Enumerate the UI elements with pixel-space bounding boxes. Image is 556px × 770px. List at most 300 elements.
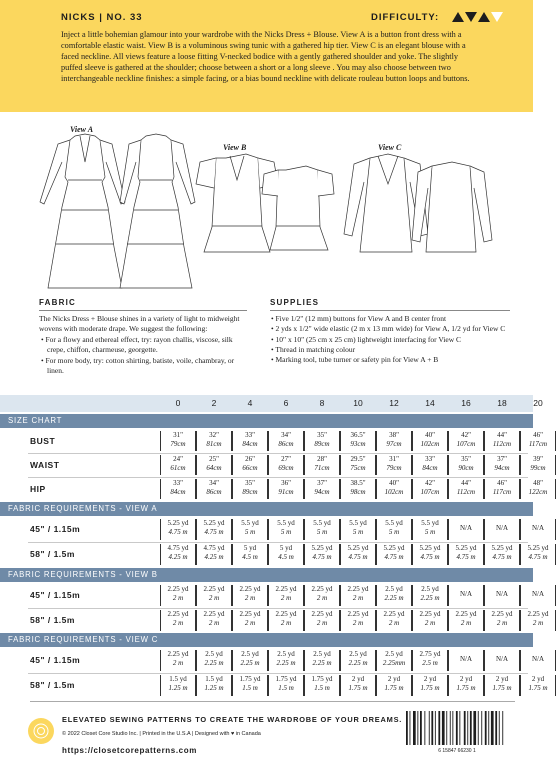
table-cell [160,675,196,696]
difficulty-icon [452,12,512,23]
table-cell [268,544,304,565]
cell-metric-value: 2.25 m [312,659,332,667]
table-cell [268,675,304,696]
row-divider [28,477,528,478]
cell-metric-value: 2 m [532,619,544,627]
cell-metric-value: 1.75 m [420,684,440,692]
barcode-bar [478,711,479,745]
size-number: 18 [497,398,507,408]
row-label: 58" / 1.5m [30,680,75,690]
cell-value: 5.5 yd [241,519,259,527]
cell-value: 2.5 yd [205,650,223,658]
cell-value: N/A [531,590,545,598]
cell-value: N/A [495,524,509,532]
section-band [0,414,533,428]
cell-metric-value: 98cm [350,488,366,496]
cell-metric-value: 2 m [496,619,508,627]
cell-metric-value: 1.75 m [348,684,368,692]
cell-metric-value: 107cm [456,440,476,448]
cell-value: 2.5 yd [385,650,403,658]
cell-metric-value: 122cm [528,488,548,496]
header-banner [0,0,533,122]
cell-metric-value: 99cm [530,464,546,472]
size-number-row [0,395,543,412]
cell-metric-value: 94cm [314,488,330,496]
table-cell [484,544,520,565]
table-cell [304,455,340,475]
barcode-bar [495,711,497,745]
cell-metric-value: 112cm [456,488,476,496]
footer-divider [30,701,515,702]
cell-metric-value: 2.25mm [382,659,406,667]
cell-value: 44" [461,479,471,487]
table-cell [232,650,268,671]
cell-metric-value: 2 m [244,619,256,627]
cell-value: 46" [533,431,543,439]
view-a-label: View A [70,125,94,134]
cell-value: 2.25 yd [347,610,369,618]
size-number: 12 [389,398,399,408]
table-cell [304,585,340,606]
cell-metric-value: 93cm [350,440,366,448]
cell-metric-value: 5 m [424,528,436,536]
cell-value: 5.25 yd [527,544,549,552]
table-cell [340,675,376,696]
table-cell [520,431,556,451]
row-label: 45" / 1.15m [30,524,81,534]
cell-value: 2.25 yd [311,585,333,593]
cell-value: 33" [245,431,255,439]
cell-metric-value: 4.25 m [204,553,224,561]
barcode-bar [429,711,430,745]
cell-value: 2.25 yd [203,610,225,618]
barcode [402,711,512,753]
size-number: 10 [353,398,363,408]
size-number: 2 [211,398,217,408]
table-cell [412,544,448,565]
table-cell [304,544,340,565]
table-cell [448,455,484,475]
cell-metric-value: 2 m [352,594,364,602]
barcode-bar [502,711,503,745]
cell-value: 2.25 yd [383,610,405,618]
supplies-rule [270,310,510,311]
barcode-bar [442,711,445,745]
table-cell [484,431,520,451]
cell-metric-value: 2 m [316,594,328,602]
cell-metric-value: 2.25 m [240,659,260,667]
cell-value: 2.25 yd [275,585,297,593]
cell-metric-value: 90cm [458,464,474,472]
table-cell [448,431,484,451]
section-heading: FABRIC REQUIREMENTS - VIEW A [8,504,158,513]
fabric-heading: FABRIC [39,298,76,307]
table-cell [196,675,232,696]
table-cell [340,544,376,565]
cell-metric-value: 1.5 m [242,684,258,692]
cell-metric-value: 2 m [244,594,256,602]
cell-value: 5.5 yd [313,519,331,527]
table-cell [376,610,412,631]
table-cell [520,519,556,540]
cell-value: 2 yd [495,675,509,683]
cell-value: 28" [317,455,327,463]
size-number: 16 [461,398,471,408]
difficulty-label: DIFFICULTY: [371,12,440,23]
table-cell [376,585,412,606]
table-cell [268,455,304,475]
cell-value: 2.25 yd [239,585,261,593]
cell-metric-value: 2 m [280,594,292,602]
garment-sketches [0,122,533,287]
row-label: 58" / 1.5m [30,615,75,625]
table-cell [412,650,448,671]
barcode-bar [488,711,489,745]
cell-value: 26" [245,455,255,463]
cell-value: 2.25 yd [455,610,477,618]
cell-metric-value: 84cm [170,488,186,496]
row-divider [28,673,528,674]
cell-metric-value: 1.25 m [168,684,188,692]
barcode-bar [459,711,460,745]
footer-website-link[interactable]: https://closetcorepatterns.com [62,746,197,755]
cell-metric-value: 79cm [386,464,402,472]
cell-value: 37" [497,455,507,463]
table-cell [412,431,448,451]
barcode-number: 6 15847 66230 1 [438,748,476,754]
barcode-bar [473,711,476,745]
cell-value: 42" [425,479,435,487]
row-divider [28,542,528,543]
cell-value: 32" [209,431,219,439]
cell-metric-value: 2 m [172,594,184,602]
table-cell [340,650,376,671]
table-cell [340,585,376,606]
table-cell [448,650,484,671]
cell-value: 1.75 yd [311,675,333,683]
cell-value: 5.25 yd [419,544,441,552]
barcode-bar [467,711,468,745]
table-cell [160,610,196,631]
cell-metric-value: 4.75 m [204,528,224,536]
cell-value: 2 yd [531,675,545,683]
section-heading: FABRIC REQUIREMENTS - VIEW C [8,635,159,644]
table-cell [304,675,340,696]
size-number: 14 [425,398,435,408]
table-cell [160,519,196,540]
cell-metric-value: 5 m [388,528,400,536]
cell-metric-value: 107cm [420,488,440,496]
cell-value: 2.25 yd [347,585,369,593]
table-cell [520,650,556,671]
table-cell [268,585,304,606]
table-cell [268,479,304,499]
fabric-bullet: • For more body, try: cotton shirting, batiste, voile, chambray, or linen. [41,356,235,376]
cell-value: 5.25 yd [347,544,369,552]
cell-value: 2 yd [351,675,365,683]
table-cell [196,544,232,565]
cell-value: 34" [209,479,219,487]
cell-value: 2.25 yd [419,610,441,618]
cell-value: 2.25 yd [203,585,225,593]
cell-metric-value: 2 m [388,619,400,627]
table-cell [520,455,556,475]
cell-metric-value: 4.75 m [348,553,368,561]
fabric-intro: The Nicks Dress + Blouse shines in a variety of light to midweight wovens with moderate drape. We suggest the following: [39,314,240,334]
cell-value: 2.25 yd [167,585,189,593]
cell-value: 40" [425,431,435,439]
cell-metric-value: 2 m [424,619,436,627]
table-cell [196,610,232,631]
fabric-bullet: • For a flowy and ethereal effect, try: rayon challis, viscose, silk crepe, chiffon, charmeuse, georgette. [41,335,233,355]
cell-value: 2.25 yd [167,610,189,618]
table-cell [304,431,340,451]
view-c-front-blouse [360,154,412,252]
table-cell [196,650,232,671]
barcode-bar [491,711,494,745]
cell-metric-value: 66cm [242,464,258,472]
cell-metric-value: 117cm [528,440,548,448]
table-cell [340,610,376,631]
barcode-bar [406,711,408,745]
barcode-bar [446,711,447,745]
barcode-bar [410,711,411,745]
table-cell [268,650,304,671]
barcode-bar [417,711,418,745]
cell-value: 5.5 yd [349,519,367,527]
size-number: 6 [283,398,289,408]
cell-metric-value: 2.5 m [422,659,438,667]
cell-metric-value: 69cm [278,464,294,472]
table-cell [160,585,196,606]
cell-metric-value: 86cm [278,440,294,448]
cell-metric-value: 4.75 m [456,553,476,561]
cell-value: 5.25 yd [203,519,225,527]
table-cell [196,585,232,606]
table-cell [448,675,484,696]
supplies-list [270,314,510,365]
cell-metric-value: 117cm [492,488,512,496]
table-cell [448,585,484,606]
cell-value: N/A [459,655,473,663]
cell-value: 5 yd [279,544,293,552]
cell-metric-value: 1.5 m [314,684,330,692]
closet-core-logo [28,718,54,744]
cell-metric-value: 1.75 m [456,684,476,692]
intro-text: Inject a little bohemian glamour into your wardrobe with the Nicks Dress + Blouse. View A is a button front dress with a comfortable elastic waist. View B is a voluminous swing tunic with a gathered hip tier. View C is an elegant blouse with a faced neckline. All views feature a loose fitting V-necked bodice with a gently gathered shoulder and yoke. The slightly puffed sleeve is gathered at the shoulder; choose between a short or a long sleeve . You may also choose between two interchangeable neckline finishes: a simple facing, or a bias bound neckline with delicate rouleau button loops and buttons. [61,30,470,83]
table-cell [520,675,556,696]
view-c-back-blouse [426,162,476,252]
cell-value: 31" [389,455,399,463]
cell-metric-value: 4.5 m [242,553,258,561]
table-cell [268,610,304,631]
cell-value: 2.5 yd [421,585,439,593]
cell-value: 2.25 yd [527,610,549,618]
cell-metric-value: 5 m [352,528,364,536]
cell-value: 5.25 yd [491,544,513,552]
section-band [0,633,533,647]
cell-metric-value: 89cm [314,440,330,448]
table-cell [448,479,484,499]
table-cell [376,544,412,565]
cell-value: 36" [281,479,291,487]
row-divider [28,453,528,454]
section-heading: FABRIC REQUIREMENTS - VIEW B [8,570,158,579]
cell-metric-value: 86cm [206,488,222,496]
table-cell [196,479,232,499]
table-cell [232,675,268,696]
cell-value: 5 yd [243,544,257,552]
table-cell [160,544,196,565]
barcode-bar [424,711,425,745]
cell-value: 35" [461,455,471,463]
cell-value: 2.25 yd [239,610,261,618]
table-cell [376,479,412,499]
supply-item: • 2 yds x 1/2" wide elastic (2 m x 13 mm wide) for View A, 1/2 yd for View C [271,324,506,334]
table-cell [196,519,232,540]
cell-metric-value: 89cm [242,488,258,496]
table-cell [340,431,376,451]
cell-metric-value: 2 m [352,619,364,627]
table-cell [376,519,412,540]
cell-value: 2.25 yd [275,610,297,618]
cell-metric-value: 61cm [170,464,186,472]
cell-value: 1.75 yd [275,675,297,683]
table-cell [160,455,196,475]
row-label: WAIST [30,460,60,470]
view-c-label: View C [378,143,402,152]
barcode-bar [485,711,487,745]
table-cell [484,650,520,671]
cell-metric-value: 2.25 m [348,659,368,667]
table-cell [520,585,556,606]
cell-value: 5.5 yd [277,519,295,527]
fabric-rule [39,310,247,311]
cell-value: 2.5 yd [385,585,403,593]
cell-metric-value: 4.5 m [278,553,294,561]
table-cell [448,544,484,565]
table-cell [484,479,520,499]
section-band [0,502,533,516]
barcode-bar [456,711,458,745]
cell-metric-value: 1.75 m [528,684,548,692]
barcode-bar [464,711,466,745]
barcode-bar [481,711,482,745]
view-b-label: View B [223,143,247,152]
table-cell [376,455,412,475]
cell-value: 5.25 yd [383,544,405,552]
barcode-bar [431,711,433,745]
cell-value: 34" [281,431,291,439]
cell-metric-value: 4.75 m [528,553,548,561]
cell-value: 2.75 yd [419,650,441,658]
barcode-bar [413,711,416,745]
table-cell [196,455,232,475]
table-cell [412,675,448,696]
cell-value: 31" [173,431,183,439]
cell-value: 38" [389,431,399,439]
footer-tagline: ELEVATED SEWING PATTERNS TO CREATE THE WARDROBE OF YOUR DREAMS. [62,715,403,724]
cell-metric-value: 5 m [244,528,256,536]
cell-metric-value: 102cm [384,488,404,496]
table-cell [484,585,520,606]
cell-metric-value: 84cm [422,464,438,472]
cell-metric-value: 4.75 m [168,528,188,536]
table-cell [304,650,340,671]
cell-metric-value: 4.25 m [168,553,188,561]
row-label: 58" / 1.5m [30,549,75,559]
table-cell [484,519,520,540]
table-cell [376,650,412,671]
cell-value: 2 yd [387,675,401,683]
table-cell [232,431,268,451]
cell-metric-value: 5 m [280,528,292,536]
cell-value: 36.5" [350,431,366,439]
section-band [0,568,533,582]
table-cell [448,519,484,540]
table-cell [412,479,448,499]
cell-value: 4.75 yd [203,544,225,552]
table-cell [340,519,376,540]
cell-value: 2.5 yd [313,650,331,658]
table-cell [340,455,376,475]
cell-value: 48" [533,479,543,487]
cell-metric-value: 81cm [206,440,222,448]
cell-metric-value: 1.5 m [278,684,294,692]
supply-item: • 10" x 10" (25 cm x 25 cm) lightweight interfacing for View C [271,334,462,344]
cell-metric-value: 2.25 m [204,659,224,667]
logo-swirl-icon [28,718,54,744]
table-cell [304,610,340,631]
cell-value: 46" [497,479,507,487]
row-divider [28,608,528,609]
footer-copyright: © 2022 Closet Core Studio Inc. | Printed in the U.S.A | Designed with ♥ in Canada [62,731,261,737]
cell-value: 5.25 yd [455,544,477,552]
cell-value: 2.5 yd [349,650,367,658]
cell-metric-value: 5 m [316,528,328,536]
cell-value: 37" [317,479,327,487]
cell-metric-value: 2 m [172,659,184,667]
row-label: 45" / 1.15m [30,655,81,665]
cell-metric-value: 2.25 m [276,659,296,667]
row-label: 45" / 1.15m [30,590,81,600]
cell-metric-value: 2 m [460,619,472,627]
cell-metric-value: 2 m [316,619,328,627]
cell-metric-value: 1.75 m [384,684,404,692]
cell-value: 2.25 yd [311,610,333,618]
cell-metric-value: 79cm [170,440,186,448]
table-cell [160,431,196,451]
cell-value: N/A [531,524,545,532]
cell-value: 38.5" [350,479,366,487]
table-cell [232,544,268,565]
cell-metric-value: 1.75 m [492,684,512,692]
cell-value: 5.5 yd [385,519,403,527]
table-cell [232,519,268,540]
table-cell [484,455,520,475]
row-label: HIP [30,484,46,494]
supply-item: • Marking tool, tube turner or safety pin for View A + B [271,355,439,365]
cell-metric-value: 2 m [280,619,292,627]
cell-value: 2.5 yd [277,650,295,658]
cell-value: N/A [531,655,545,663]
cell-value: 1.5 yd [169,675,187,683]
cell-metric-value: 91cm [278,488,294,496]
cell-metric-value: 75cm [350,464,366,472]
cell-value: 40" [389,479,399,487]
table-cell [232,585,268,606]
table-cell [484,675,520,696]
